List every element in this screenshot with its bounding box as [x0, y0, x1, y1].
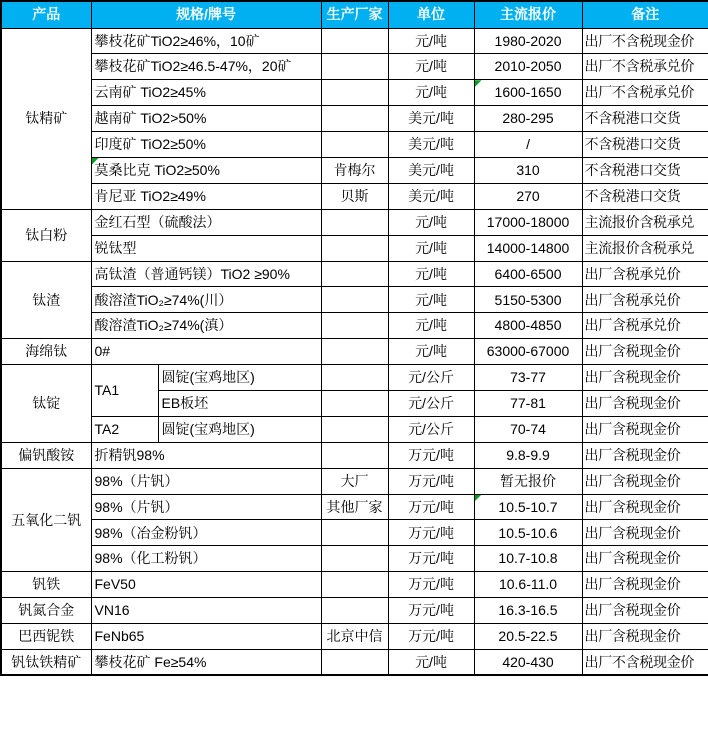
vendor-cell[interactable]: [321, 54, 388, 80]
price-cell[interactable]: 280-295: [474, 106, 582, 132]
vendor-cell[interactable]: [321, 649, 388, 675]
error-indicator-icon: [92, 158, 99, 165]
vendor-cell[interactable]: 北京中信: [321, 623, 388, 649]
price-cell[interactable]: 310: [474, 157, 582, 183]
spec-cell[interactable]: 酸溶渣TiO₂≥74%(滇）: [91, 313, 321, 339]
note-cell[interactable]: 出厂不含税承兑价: [582, 54, 708, 80]
price-cell[interactable]: 63000-67000: [474, 339, 582, 365]
vendor-cell[interactable]: [321, 520, 388, 546]
note-cell[interactable]: 出厂不含税现金价: [582, 28, 708, 54]
table-row: [1, 80, 708, 106]
header-unit[interactable]: 单位: [388, 1, 474, 28]
unit-cell[interactable]: 元/吨: [388, 28, 474, 54]
spec-cell[interactable]: 攀枝花矿TiO2≥46%，10矿: [91, 28, 321, 54]
unit-cell[interactable]: 元/吨: [388, 287, 474, 313]
note-cell[interactable]: 出厂含税现金价: [582, 623, 708, 649]
note-cell[interactable]: 出厂含税现金价: [582, 416, 708, 442]
vendor-cell[interactable]: [321, 106, 388, 132]
price-cell[interactable]: 1980-2020: [474, 28, 582, 54]
spec-cell[interactable]: 酸溶渣TiO₂≥74%(川）: [91, 287, 321, 313]
vendor-cell[interactable]: [321, 598, 388, 624]
price-cell[interactable]: 10.6-11.0: [474, 572, 582, 598]
unit-cell[interactable]: 元/吨: [388, 261, 474, 287]
unit-cell[interactable]: 元/吨: [388, 313, 474, 339]
note-cell[interactable]: 出厂不含税承兑价: [582, 80, 708, 106]
unit-cell[interactable]: 万元/吨: [388, 494, 474, 520]
price-cell[interactable]: 10.7-10.8: [474, 546, 582, 572]
table-row: [1, 28, 708, 54]
vendor-cell[interactable]: [321, 261, 388, 287]
error-indicator-icon: [475, 495, 482, 502]
unit-cell[interactable]: 美元/吨: [388, 183, 474, 209]
note-cell[interactable]: 出厂含税现金价: [582, 598, 708, 624]
spec-sub-cell[interactable]: EB板坯: [158, 390, 321, 416]
table-row: [1, 132, 708, 158]
vendor-cell[interactable]: 其他厂家: [321, 494, 388, 520]
unit-cell[interactable]: 万元/吨: [388, 520, 474, 546]
spec-cell[interactable]: 98%（冶金粉钒）: [91, 520, 321, 546]
header-spec[interactable]: 规格/牌号: [91, 1, 321, 28]
table-row: [1, 442, 708, 468]
price-cell[interactable]: 2010-2050: [474, 54, 582, 80]
price-cell[interactable]: 77-81: [474, 390, 582, 416]
note-cell[interactable]: 出厂含税现金价: [582, 546, 708, 572]
product-cell[interactable]: 钛渣: [1, 261, 91, 339]
spec-grade-cell[interactable]: TA2: [91, 416, 158, 442]
price-cell[interactable]: 270: [474, 183, 582, 209]
note-cell[interactable]: 出厂含税现金价: [582, 390, 708, 416]
unit-cell[interactable]: 万元/吨: [388, 572, 474, 598]
spec-cell[interactable]: FeNb65: [91, 623, 321, 649]
unit-cell[interactable]: 元/吨: [388, 339, 474, 365]
vendor-cell[interactable]: [321, 80, 388, 106]
spec-cell[interactable]: 攀枝花矿TiO2≥46.5-47%，20矿: [91, 54, 321, 80]
vendor-cell[interactable]: 贝斯: [321, 183, 388, 209]
note-cell[interactable]: 出厂含税现金价: [582, 365, 708, 391]
spec-cell[interactable]: 印度矿 TiO2≥50%: [91, 132, 321, 158]
table-body: [1, 28, 708, 675]
spec-cell[interactable]: 98%（片钒）: [91, 468, 321, 494]
product-cell[interactable]: 钒铁: [1, 572, 91, 598]
product-cell[interactable]: 钒钛铁精矿: [1, 649, 91, 675]
unit-cell[interactable]: 元/吨: [388, 54, 474, 80]
header-row: [1, 1, 708, 28]
price-cell[interactable]: 9.8-9.9: [474, 442, 582, 468]
price-cell[interactable]: 5150-5300: [474, 287, 582, 313]
spec-grade-cell[interactable]: TA1: [91, 365, 158, 417]
table-header: [1, 1, 708, 28]
spec-cell[interactable]: 肯尼亚 TiO2≥49%: [91, 183, 321, 209]
unit-cell[interactable]: 元/公斤: [388, 365, 474, 391]
vendor-cell[interactable]: 大厂: [321, 468, 388, 494]
note-cell[interactable]: 出厂含税现金价: [582, 442, 708, 468]
product-cell[interactable]: 钛白粉: [1, 209, 91, 261]
unit-cell[interactable]: 万元/吨: [388, 598, 474, 624]
vendor-cell[interactable]: [321, 209, 388, 235]
vendor-cell[interactable]: [321, 313, 388, 339]
vendor-cell[interactable]: [321, 339, 388, 365]
price-cell[interactable]: 20.5-22.5: [474, 623, 582, 649]
table-row: [1, 313, 708, 339]
spec-cell[interactable]: 金红石型（硫酸法）: [91, 209, 321, 235]
vendor-cell[interactable]: [321, 390, 388, 416]
price-cell[interactable]: 1600-1650: [474, 80, 582, 106]
unit-cell[interactable]: 万元/吨: [388, 623, 474, 649]
spec-cell[interactable]: 98%（片钒）: [91, 494, 321, 520]
spec-sub-cell[interactable]: 圆锭(宝鸡地区): [158, 416, 321, 442]
table-row: [1, 209, 708, 235]
unit-cell[interactable]: 元/吨: [388, 80, 474, 106]
note-cell[interactable]: 出厂含税现金价: [582, 468, 708, 494]
table-row: [1, 649, 708, 675]
price-cell[interactable]: 10.5-10.7: [474, 494, 582, 520]
unit-cell[interactable]: 万元/吨: [388, 546, 474, 572]
vendor-cell[interactable]: [321, 365, 388, 391]
product-cell[interactable]: 海绵钛: [1, 339, 91, 365]
spec-cell[interactable]: 攀枝花矿 Fe≥54%: [91, 649, 321, 675]
unit-cell[interactable]: 美元/吨: [388, 157, 474, 183]
table-row: [1, 494, 708, 520]
unit-cell[interactable]: 美元/吨: [388, 132, 474, 158]
table-row: [1, 416, 708, 442]
table-row: [1, 598, 708, 624]
table-row: [1, 183, 708, 209]
note-cell[interactable]: 出厂含税现金价: [582, 572, 708, 598]
table-row: [1, 54, 708, 80]
unit-cell[interactable]: 元/吨: [388, 209, 474, 235]
spec-cell[interactable]: 越南矿 TiO2>50%: [91, 106, 321, 132]
product-cell[interactable]: 偏钒酸铵: [1, 442, 91, 468]
header-product[interactable]: 产品: [1, 1, 91, 28]
spec-cell[interactable]: FeV50: [91, 572, 321, 598]
table-row: [1, 287, 708, 313]
note-cell[interactable]: 不含税港口交货: [582, 132, 708, 158]
product-cell[interactable]: 钒氮合金: [1, 598, 91, 624]
vendor-cell[interactable]: [321, 132, 388, 158]
price-cell[interactable]: 4800-4850: [474, 313, 582, 339]
unit-cell[interactable]: 元/公斤: [388, 416, 474, 442]
note-cell[interactable]: 出厂含税承兑价: [582, 261, 708, 287]
price-cell[interactable]: 暂无报价: [474, 468, 582, 494]
vendor-cell[interactable]: [321, 572, 388, 598]
unit-cell[interactable]: 元/公斤: [388, 390, 474, 416]
table-row: [1, 339, 708, 365]
spec-cell[interactable]: 高钛渣（普通钙镁）TiO2 ≥90%: [91, 261, 321, 287]
product-cell[interactable]: 钛锭: [1, 365, 91, 443]
spec-cell[interactable]: 莫桑比克 TiO2≥50%: [91, 157, 321, 183]
spec-cell[interactable]: 折精钒98%: [91, 442, 321, 468]
vendor-cell[interactable]: [321, 546, 388, 572]
table-row: [1, 106, 708, 132]
product-cell[interactable]: 五氧化二钒: [1, 468, 91, 572]
note-cell[interactable]: 主流报价含税承兑: [582, 209, 708, 235]
table-row: [1, 365, 708, 391]
price-cell[interactable]: 16.3-16.5: [474, 598, 582, 624]
table-row: [1, 623, 708, 649]
unit-cell[interactable]: 元/吨: [388, 649, 474, 675]
note-cell[interactable]: 不含税港口交货: [582, 157, 708, 183]
price-cell[interactable]: 14000-14800: [474, 235, 582, 261]
vendor-cell[interactable]: [321, 287, 388, 313]
note-cell[interactable]: 出厂不含税现金价: [582, 649, 708, 675]
product-cell[interactable]: 巴西铌铁: [1, 623, 91, 649]
table-row: [1, 261, 708, 287]
note-cell[interactable]: 出厂含税现金价: [582, 520, 708, 546]
note-cell[interactable]: 不含税港口交货: [582, 183, 708, 209]
price-cell[interactable]: 70-74: [474, 416, 582, 442]
vendor-cell[interactable]: [321, 442, 388, 468]
spec-cell[interactable]: 云南矿 TiO2≥45%: [91, 80, 321, 106]
vendor-cell[interactable]: [321, 235, 388, 261]
unit-cell[interactable]: 元/吨: [388, 235, 474, 261]
table-row: [1, 235, 708, 261]
price-cell[interactable]: 6400-6500: [474, 261, 582, 287]
error-indicator-icon: [475, 80, 482, 87]
spec-cell[interactable]: 锐钛型: [91, 235, 321, 261]
table-row: [1, 157, 708, 183]
unit-cell[interactable]: 美元/吨: [388, 106, 474, 132]
product-cell[interactable]: 钛精矿: [1, 28, 91, 209]
header-vendor[interactable]: 生产厂家: [321, 1, 388, 28]
price-cell[interactable]: 10.5-10.6: [474, 520, 582, 546]
table-row: [1, 520, 708, 546]
unit-cell[interactable]: 万元/吨: [388, 442, 474, 468]
note-cell[interactable]: 出厂含税承兑价: [582, 287, 708, 313]
price-cell[interactable]: 420-430: [474, 649, 582, 675]
header-note[interactable]: 备注: [582, 1, 708, 28]
price-cell[interactable]: 73-77: [474, 365, 582, 391]
spec-cell[interactable]: VN16: [91, 598, 321, 624]
vendor-cell[interactable]: [321, 416, 388, 442]
note-cell[interactable]: 出厂含税现金价: [582, 494, 708, 520]
header-price[interactable]: 主流报价: [474, 1, 582, 28]
note-cell[interactable]: 主流报价含税承兑: [582, 235, 708, 261]
note-cell[interactable]: 出厂含税承兑价: [582, 313, 708, 339]
table-row: [1, 572, 708, 598]
note-cell[interactable]: 不含税港口交货: [582, 106, 708, 132]
spec-cell[interactable]: 98%（化工粉钒）: [91, 546, 321, 572]
unit-cell[interactable]: 万元/吨: [388, 468, 474, 494]
vendor-cell[interactable]: 肯梅尔: [321, 157, 388, 183]
spec-sub-cell[interactable]: 圆锭(宝鸡地区): [158, 365, 321, 391]
price-cell[interactable]: /: [474, 132, 582, 158]
spec-cell[interactable]: 0#: [91, 339, 321, 365]
price-cell[interactable]: 17000-18000: [474, 209, 582, 235]
vendor-cell[interactable]: [321, 28, 388, 54]
table-row: [1, 546, 708, 572]
note-cell[interactable]: 出厂含税现金价: [582, 339, 708, 365]
table-row: [1, 468, 708, 494]
